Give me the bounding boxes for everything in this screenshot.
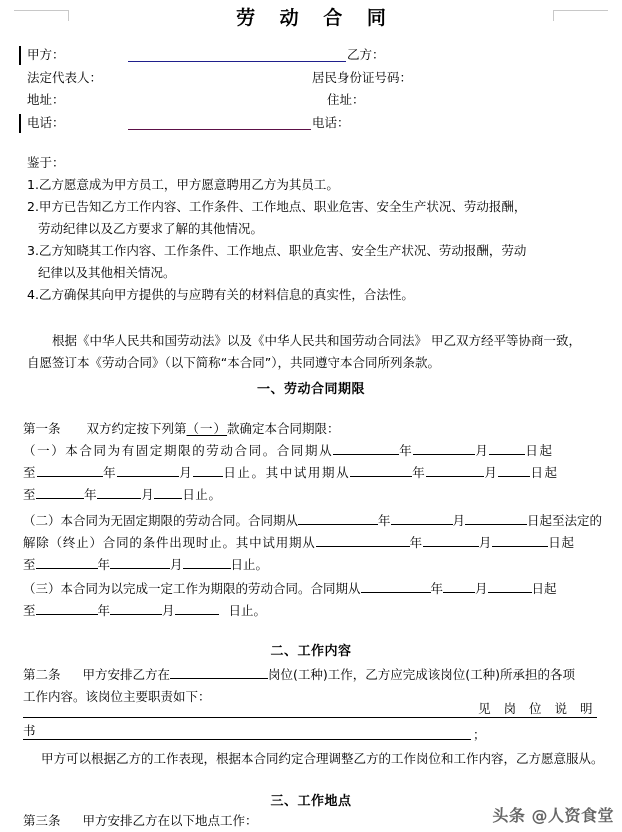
- article-1-item-1-line-3: [23, 484, 222, 506]
- a1i3-year-blank[interactable]: [361, 579, 431, 593]
- label-company-address: 地址：: [27, 92, 65, 107]
- a1i1-probation-text: 日止。其中试用期从: [223, 465, 351, 480]
- article-1-item-1-line-2: [23, 462, 559, 484]
- article-1-item-2-line-3: [23, 554, 268, 576]
- watermark: 头条 @人资食堂: [492, 806, 614, 825]
- a1i1-probend-year-label: 年: [84, 487, 98, 502]
- a3-text: 甲方安排乙方在以下地点工作：: [82, 813, 258, 828]
- preamble-line-1: 根据《中华人民共和国劳动法》以及《中华人民共和国劳动合同法》 甲乙双方经平等协商一致，: [52, 333, 581, 348]
- article-2-line-1: [23, 664, 575, 686]
- section-heading-2: 二、工作内容: [270, 644, 352, 659]
- change-bar-phone: [19, 114, 21, 133]
- a1i2-probend-year-label: 年: [97, 557, 111, 572]
- a1i3-end-month-label: 月: [162, 603, 175, 618]
- article-1-item-1-line-1: [23, 440, 554, 462]
- a1i1l1-text: （一）本合同为有固定期限的劳动合同。合同期从: [23, 443, 334, 458]
- a1i1-prob-month-blank[interactable]: [426, 463, 484, 477]
- a1i2-prob-day-label: 日起: [548, 535, 575, 550]
- a1i1-prob-year-blank[interactable]: [350, 463, 412, 477]
- label-party-b: 乙方：: [347, 47, 385, 62]
- a2l1-text-a: 甲方安排乙方在: [82, 667, 171, 682]
- a1i2-prob-day-blank[interactable]: [492, 533, 548, 547]
- article-1-label: 第一条: [23, 421, 61, 436]
- a1i2l2-text: 解除（终止）合同的条件出现时止。其中试用期从: [23, 535, 316, 550]
- a1i3l2-text: 至: [23, 603, 36, 618]
- article-1-lead: [23, 418, 340, 440]
- recital-item-2-line-1: 2.甲方已告知乙方工作内容、工作条件、工作地点、职业危害、安全生产状况、劳动报酬，: [27, 199, 527, 214]
- a1i2-probend-month-blank[interactable]: [110, 555, 170, 569]
- a1i1-end-year-blank[interactable]: [37, 463, 103, 477]
- a1i1l2-text: 至: [23, 465, 38, 480]
- a1i3-end-month-blank[interactable]: [110, 601, 162, 615]
- a1i3-year-label: 年: [430, 581, 444, 596]
- a1i1l3-text: 至: [23, 487, 37, 502]
- preamble-line-2: 自愿签订本《劳动合同》（以下简称“本合同”），共同遵守本合同所列条款。: [27, 355, 440, 370]
- a1i1-probend-year-blank[interactable]: [36, 485, 84, 499]
- article-1-item-2-line-2: [23, 532, 575, 554]
- a1i1-end-year-label: 年: [103, 465, 118, 480]
- document-title: 劳 动 合 同: [236, 7, 395, 29]
- a1i1-year-blank[interactable]: [333, 441, 399, 455]
- a1i1-year-label: 年: [399, 443, 414, 458]
- article-1-lead-before: 双方约定按下列第: [86, 421, 187, 436]
- article-2-duties-semicolon: ；: [473, 727, 486, 742]
- article-1-item-3-line-2: [23, 600, 266, 622]
- party-row-name: [27, 44, 597, 67]
- article-3-line-1: [23, 810, 258, 832]
- a1i2-prob-month-label: 月: [478, 535, 493, 550]
- recital-item-3-line-1: 3.乙方知晓其工作内容、工作条件、工作地点、职业危害、安全生产状况、劳动报酬，劳动: [27, 243, 527, 258]
- article-3-label: 第三条: [23, 813, 61, 828]
- article-2-line-2: 工作内容。该岗位主要职责如下：: [23, 689, 211, 704]
- label-party-a: 甲方：: [27, 47, 65, 62]
- a1i2-year-blank[interactable]: [298, 511, 378, 525]
- a1i3-month-label: 月: [475, 581, 488, 596]
- a1i1-probend-day-label: 日止。: [182, 487, 222, 502]
- fill-rule-party-a[interactable]: [128, 61, 346, 62]
- recital-item-4: 4.乙方确保其向甲方提供的与应聘有关的材料信息的真实性，合法性。: [27, 287, 414, 302]
- label-legal-representative: 法定代表人：: [27, 69, 103, 85]
- fill-rule-phone-a[interactable]: [128, 129, 311, 130]
- section-heading-3: 三、工作地点: [270, 794, 352, 809]
- a1i1-month-blank[interactable]: [413, 441, 475, 455]
- a1i2-probend-year-blank[interactable]: [36, 555, 98, 569]
- a1i2l3-text: 至: [23, 557, 36, 572]
- a1i3-end-day-label: 日止。: [228, 603, 267, 618]
- a1i2-probend-day-blank[interactable]: [183, 555, 231, 569]
- a1i3-end-day-blank[interactable]: [175, 601, 219, 615]
- a1i2-probend-day-label: 日止。: [230, 557, 269, 572]
- a1i2-prob-year-blank[interactable]: [316, 533, 410, 547]
- a2-position-blank[interactable]: [170, 665, 268, 679]
- recitals-heading: 鉴于：: [27, 155, 65, 170]
- a1i1-probend-month-blank[interactable]: [97, 485, 141, 499]
- a1i2-day-label: 日起至法定的: [527, 513, 603, 528]
- a1i1-month-label: 月: [475, 443, 490, 458]
- a1i2-day-blank[interactable]: [465, 511, 527, 525]
- label-phone-a: 电话：: [27, 114, 65, 130]
- a1i3-end-year-blank[interactable]: [36, 601, 98, 615]
- article-2-label: 第二条: [23, 667, 61, 682]
- a1i1-end-month-blank[interactable]: [117, 463, 179, 477]
- change-bar-party-a: [19, 46, 21, 65]
- a1i3l1-text: （三）本合同为以完成一定工作为期限的劳动合同。合同期从: [23, 581, 361, 596]
- a1i2-month-label: 月: [452, 513, 466, 528]
- a1i2l1-text: （二）本合同为无固定期限的劳动合同。合同期从: [23, 513, 299, 528]
- a1i3-end-year-label: 年: [97, 603, 111, 618]
- a1i1-day-blank[interactable]: [489, 441, 525, 455]
- a1i2-year-label: 年: [378, 513, 391, 528]
- recital-item-1: 1.乙方愿意成为甲方员工，甲方愿意聘用乙方为其员工。: [27, 177, 339, 192]
- a1i1-prob-year-label: 年: [412, 465, 427, 480]
- party-row-address: [27, 89, 597, 112]
- recital-item-2-line-2: 劳动纪律以及乙方要求了解的其他情况。: [38, 221, 264, 236]
- a1i2-prob-month-blank[interactable]: [423, 533, 479, 547]
- a1i2-probend-month-label: 月: [170, 557, 183, 572]
- article-1-item-3-line-1: [23, 578, 557, 600]
- a1i1-prob-month-label: 月: [484, 465, 499, 480]
- label-residence-address: 住址：: [327, 92, 365, 107]
- article-2-duties-line-1[interactable]: [23, 700, 597, 718]
- a1i2-month-blank[interactable]: [391, 511, 453, 525]
- label-phone-b: 电话：: [312, 114, 350, 130]
- article-1-item-2-line-1: [23, 510, 602, 532]
- article-1-lead-after: 款确定本合同期限：: [227, 421, 340, 436]
- a1i1-day-label: 日起: [525, 443, 554, 458]
- article-2-duties-line-2[interactable]: [23, 722, 471, 740]
- a1i1-end-month-label: 月: [179, 465, 194, 480]
- a1i1-probend-day-blank[interactable]: [154, 485, 182, 499]
- a1i1-end-day-blank[interactable]: [193, 463, 223, 477]
- party-row-phone: [27, 112, 597, 135]
- a2-duties-text-2: 书: [23, 723, 36, 738]
- party-info-block: [27, 44, 597, 134]
- a2l1-text-b: 岗位(工种)工作，乙方应完成该岗位(工种)所承担的各项: [268, 667, 576, 682]
- recital-item-3-line-2: 纪律以及其他相关情况。: [38, 265, 176, 280]
- article-2-closing: 甲方可以根据乙方的工作表现，根据本合同约定合理调整乙方的工作岗位和工作内容，乙方愿意服从。: [41, 751, 604, 766]
- party-row-legal-rep: [27, 67, 597, 90]
- section-heading-1: 一、劳动合同期限: [256, 382, 365, 397]
- label-id-number: 居民身份证号码：: [312, 69, 413, 85]
- a1i1-probend-month-label: 月: [141, 487, 155, 502]
- a2-duties-text-1: 见 岗 位 说 明: [478, 701, 597, 716]
- a1i3-day-label: 日起: [531, 581, 557, 596]
- article-1-clause-fill[interactable]: （一）: [186, 421, 228, 436]
- a1i3-month-blank[interactable]: [443, 579, 475, 593]
- a1i3-day-blank[interactable]: [488, 579, 532, 593]
- a1i2-prob-year-label: 年: [409, 535, 423, 550]
- a1i1-prob-day-blank[interactable]: [498, 463, 530, 477]
- a1i1-prob-day-label: 日起: [530, 465, 559, 480]
